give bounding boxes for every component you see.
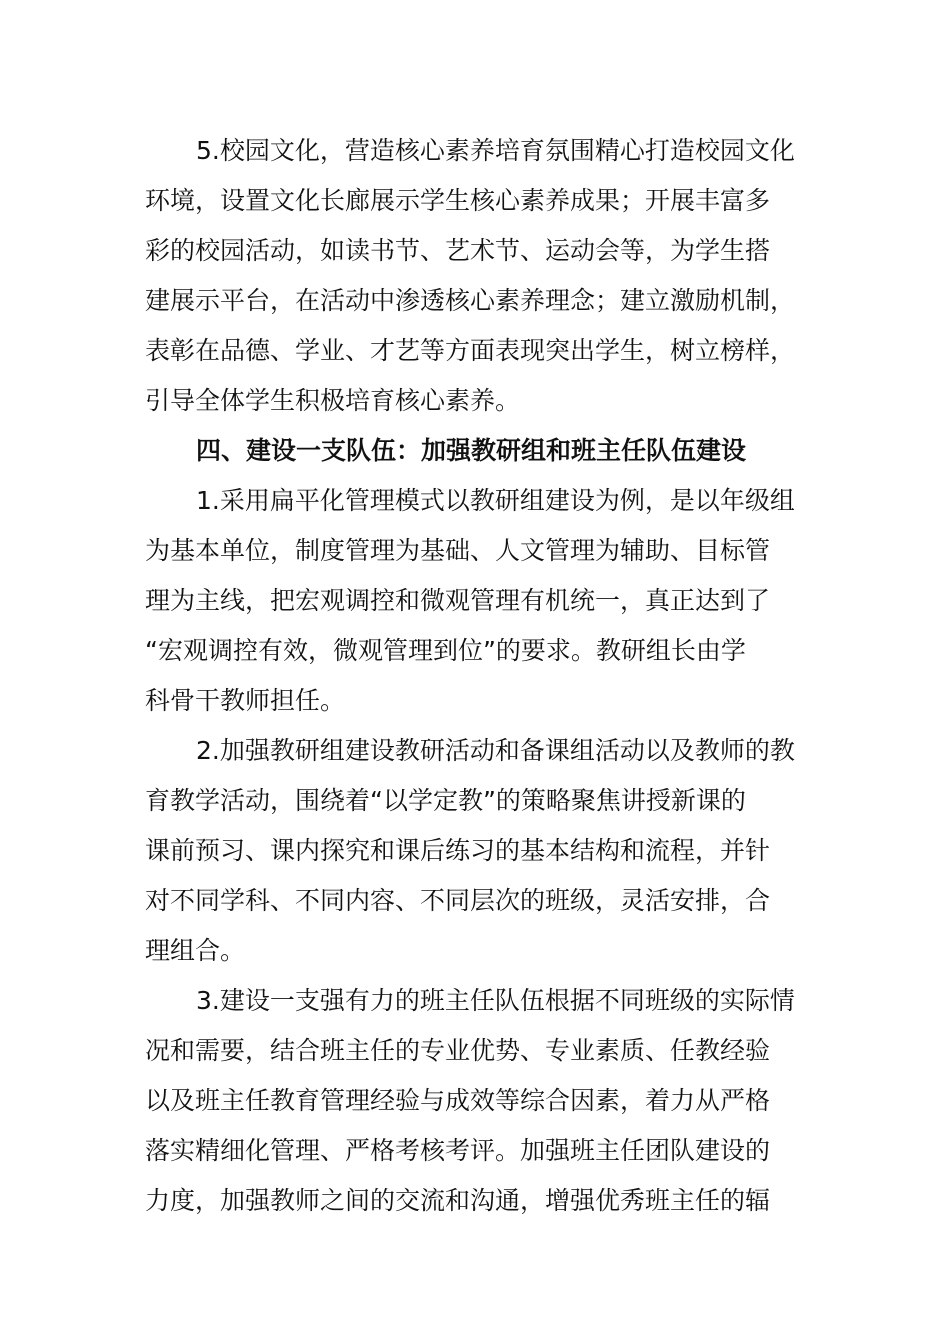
item-1-line-2: 为基本单位，制度管理为基础、人文管理为辅助、目标管 bbox=[145, 536, 771, 565]
item-3-line-3: 以及班主任教育管理经验与成效等综合因素，着力从严格 bbox=[145, 1086, 771, 1115]
paragraph-5-line-3: 彩的校园活动，如读书节、艺术节、运动会等，为学生搭 bbox=[145, 236, 771, 265]
item-3-line-1: 3.建设一支强有力的班主任队伍根据不同班级的实际情 bbox=[196, 986, 795, 1015]
item-2-line-3: 课前预习、课内探究和课后练习的基本结构和流程，并针 bbox=[145, 836, 771, 865]
item-1-line-1: 1.采用扁平化管理模式以教研组建设为例，是以年级组 bbox=[196, 486, 795, 515]
item-1-line-3: 理为主线，把宏观调控和微观管理有机统一，真正达到了 bbox=[145, 586, 771, 615]
item-2-line-5: 理组合。 bbox=[145, 936, 246, 965]
section-heading: 四、建设一支队伍：加强教研组和班主任队伍建设 bbox=[196, 436, 747, 465]
item-3-line-5: 力度，加强教师之间的交流和沟通，增强优秀班主任的辐 bbox=[145, 1186, 771, 1215]
paragraph-5-line-4: 建展示平台，在活动中渗透核心素养理念；建立激励机制， bbox=[145, 286, 796, 315]
item-2-line-1: 2.加强教研组建设教研活动和备课组活动以及教师的教 bbox=[196, 736, 795, 765]
item-1-line-4: “宏观调控有效，微观管理到位”的要求。教研组长由学 bbox=[145, 636, 746, 665]
item-1-line-5: 科骨干教师担任。 bbox=[145, 686, 346, 715]
item-3-line-4: 落实精细化管理、严格考核考评。加强班主任团队建设的 bbox=[145, 1136, 771, 1165]
item-3-line-2: 况和需要，结合班主任的专业优势、专业素质、任教经验 bbox=[145, 1036, 771, 1065]
paragraph-5-line-1: 5.校园文化，营造核心素养培育氛围精心打造校园文化 bbox=[196, 136, 795, 165]
paragraph-5-line-5: 表彰在品德、学业、才艺等方面表现突出学生，树立榜样， bbox=[145, 336, 796, 365]
paragraph-5-line-6: 引导全体学生积极培育核心素养。 bbox=[145, 386, 521, 415]
item-2-line-4: 对不同学科、不同内容、不同层次的班级，灵活安排，合 bbox=[145, 886, 771, 915]
item-2-line-2: 育教学活动，围绕着“以学定教”的策略聚焦讲授新课的 bbox=[145, 786, 746, 815]
paragraph-5-line-2: 环境，设置文化长廊展示学生核心素养成果；开展丰富多 bbox=[145, 186, 771, 215]
